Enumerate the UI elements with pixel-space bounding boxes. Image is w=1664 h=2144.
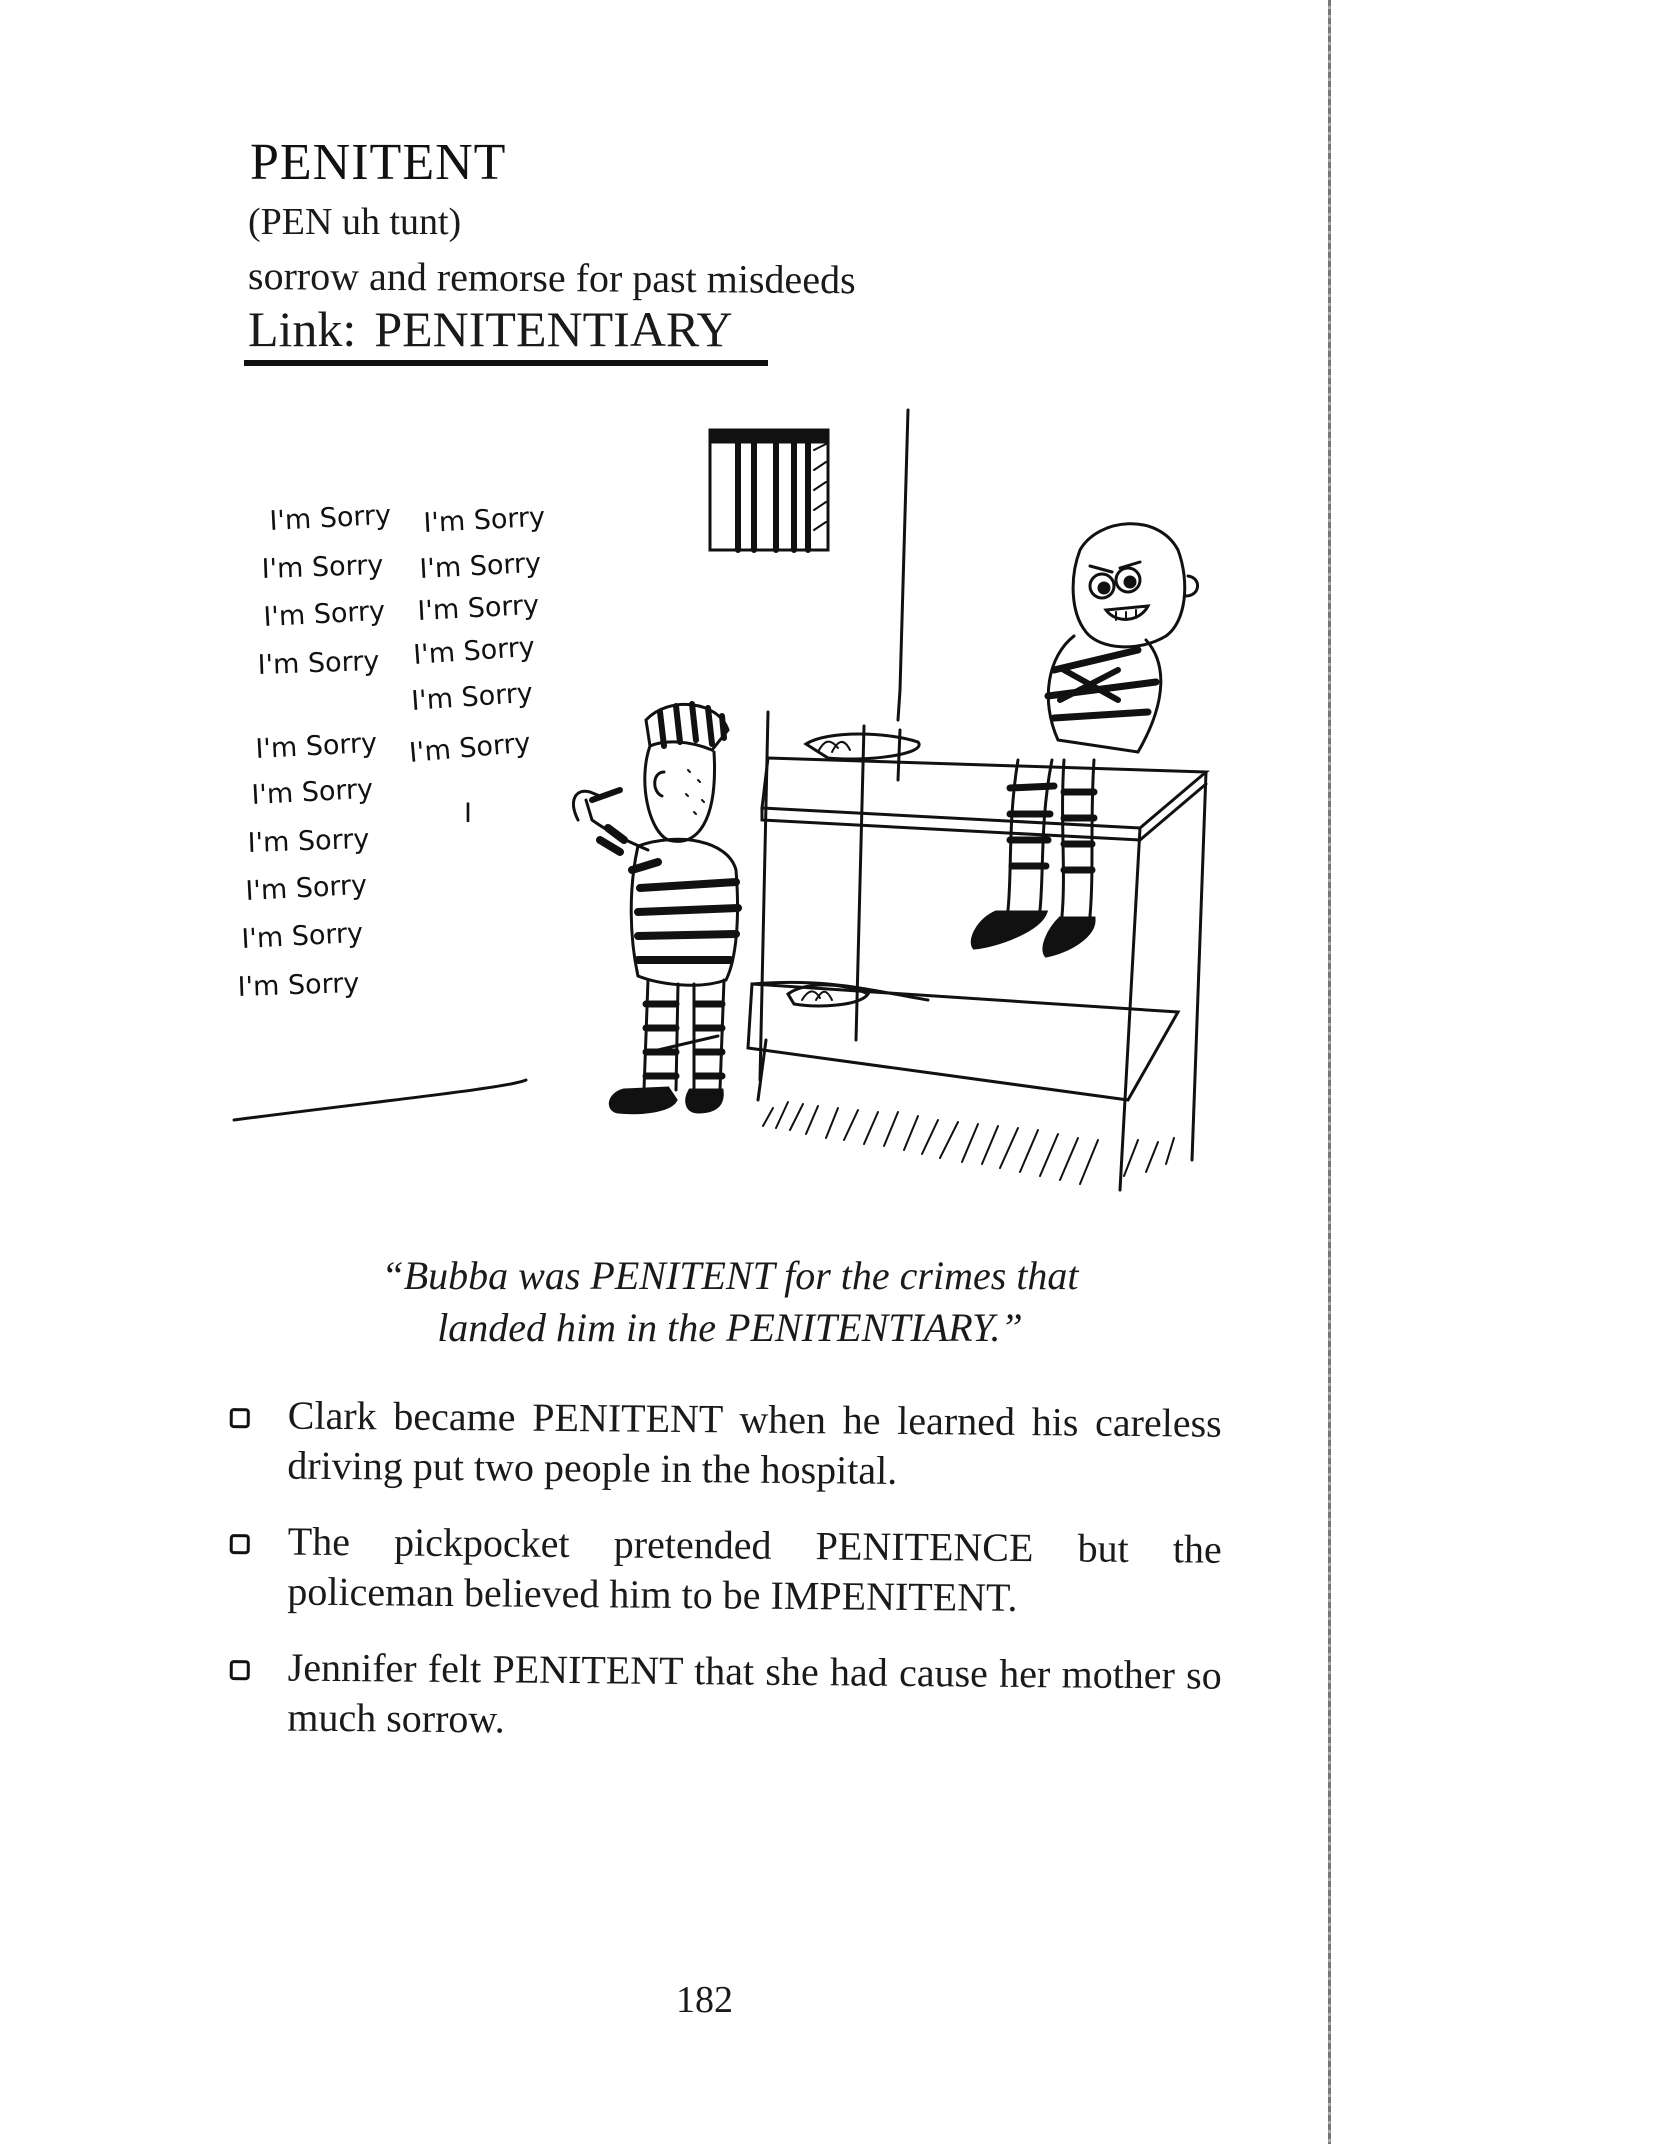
- wall-text-line: I'm Sorry: [418, 547, 542, 585]
- wall-text-line: I'm Sorry: [247, 823, 370, 859]
- cartoon-caption: [300, 1250, 1160, 1354]
- wall-text-line: I'm Sorry: [422, 501, 546, 539]
- example-text: The pickpocket pretended PENITENCE but the policeman believed him to be IMPENITENT.: [287, 1518, 1222, 1620]
- bunk-bed: [748, 712, 1206, 1190]
- link-line: [248, 300, 733, 358]
- link-word: PENITENTIARY: [374, 301, 733, 357]
- example-item: [221, 1642, 1222, 1751]
- cartoon-illustration: [228, 400, 1228, 1230]
- page-edge-rule: [1328, 0, 1331, 2144]
- wall-text-line: I'm Sorry: [262, 595, 386, 633]
- wall-text-line: I'm Sorry: [416, 589, 540, 627]
- cartoon-drawing: [228, 400, 1228, 1230]
- example-text: Clark became PENITENT when he learned his careless driving put two people in the hospital.: [287, 1392, 1222, 1493]
- bubba-on-bunk: [972, 524, 1197, 956]
- headword: PENITENT: [250, 134, 507, 191]
- caption-line-1: “Bubba was PENITENT for the crimes that: [381, 1253, 1079, 1298]
- wall-text-line: I'm Sorry: [257, 645, 380, 681]
- wall-text-line: I: [464, 798, 472, 829]
- wall-text-line: I'm Sorry: [410, 677, 534, 717]
- caption-line-2: landed him in the PENITENTIARY.”: [437, 1305, 1023, 1350]
- wall-text-line: I'm Sorry: [237, 967, 360, 1003]
- checkbox-icon: [230, 1534, 250, 1554]
- pronunciation: (PEN uh tunt): [248, 201, 462, 243]
- checkbox-icon: [230, 1408, 250, 1428]
- wall-text-line: I'm Sorry: [244, 869, 368, 907]
- wall-text-line: I'm Sorry: [254, 727, 378, 765]
- example-item: [221, 1390, 1222, 1499]
- page-number: 182: [676, 1979, 733, 2021]
- definition: sorrow and remorse for past misdeeds: [247, 253, 856, 303]
- wall-text-line: I'm Sorry: [268, 499, 392, 537]
- sorry-wall-writing: [237, 500, 546, 1003]
- prisoner-writing: [574, 704, 738, 1113]
- example-item: [221, 1516, 1222, 1625]
- link-underline: [244, 360, 768, 366]
- example-text: Jennifer felt PENITENT that she had cause her mother so much sorrow.: [287, 1644, 1222, 1742]
- wall-text-line: I'm Sorry: [407, 727, 532, 769]
- link-label: Link:: [248, 301, 357, 357]
- checkbox-icon: [230, 1660, 250, 1680]
- wall-text-line: I'm Sorry: [412, 631, 536, 671]
- wall-text-line: I'm Sorry: [250, 773, 374, 811]
- wall-text-line: I'm Sorry: [240, 917, 364, 955]
- example-sentences: [222, 1390, 1222, 1768]
- wall-text-line: I'm Sorry: [261, 549, 384, 585]
